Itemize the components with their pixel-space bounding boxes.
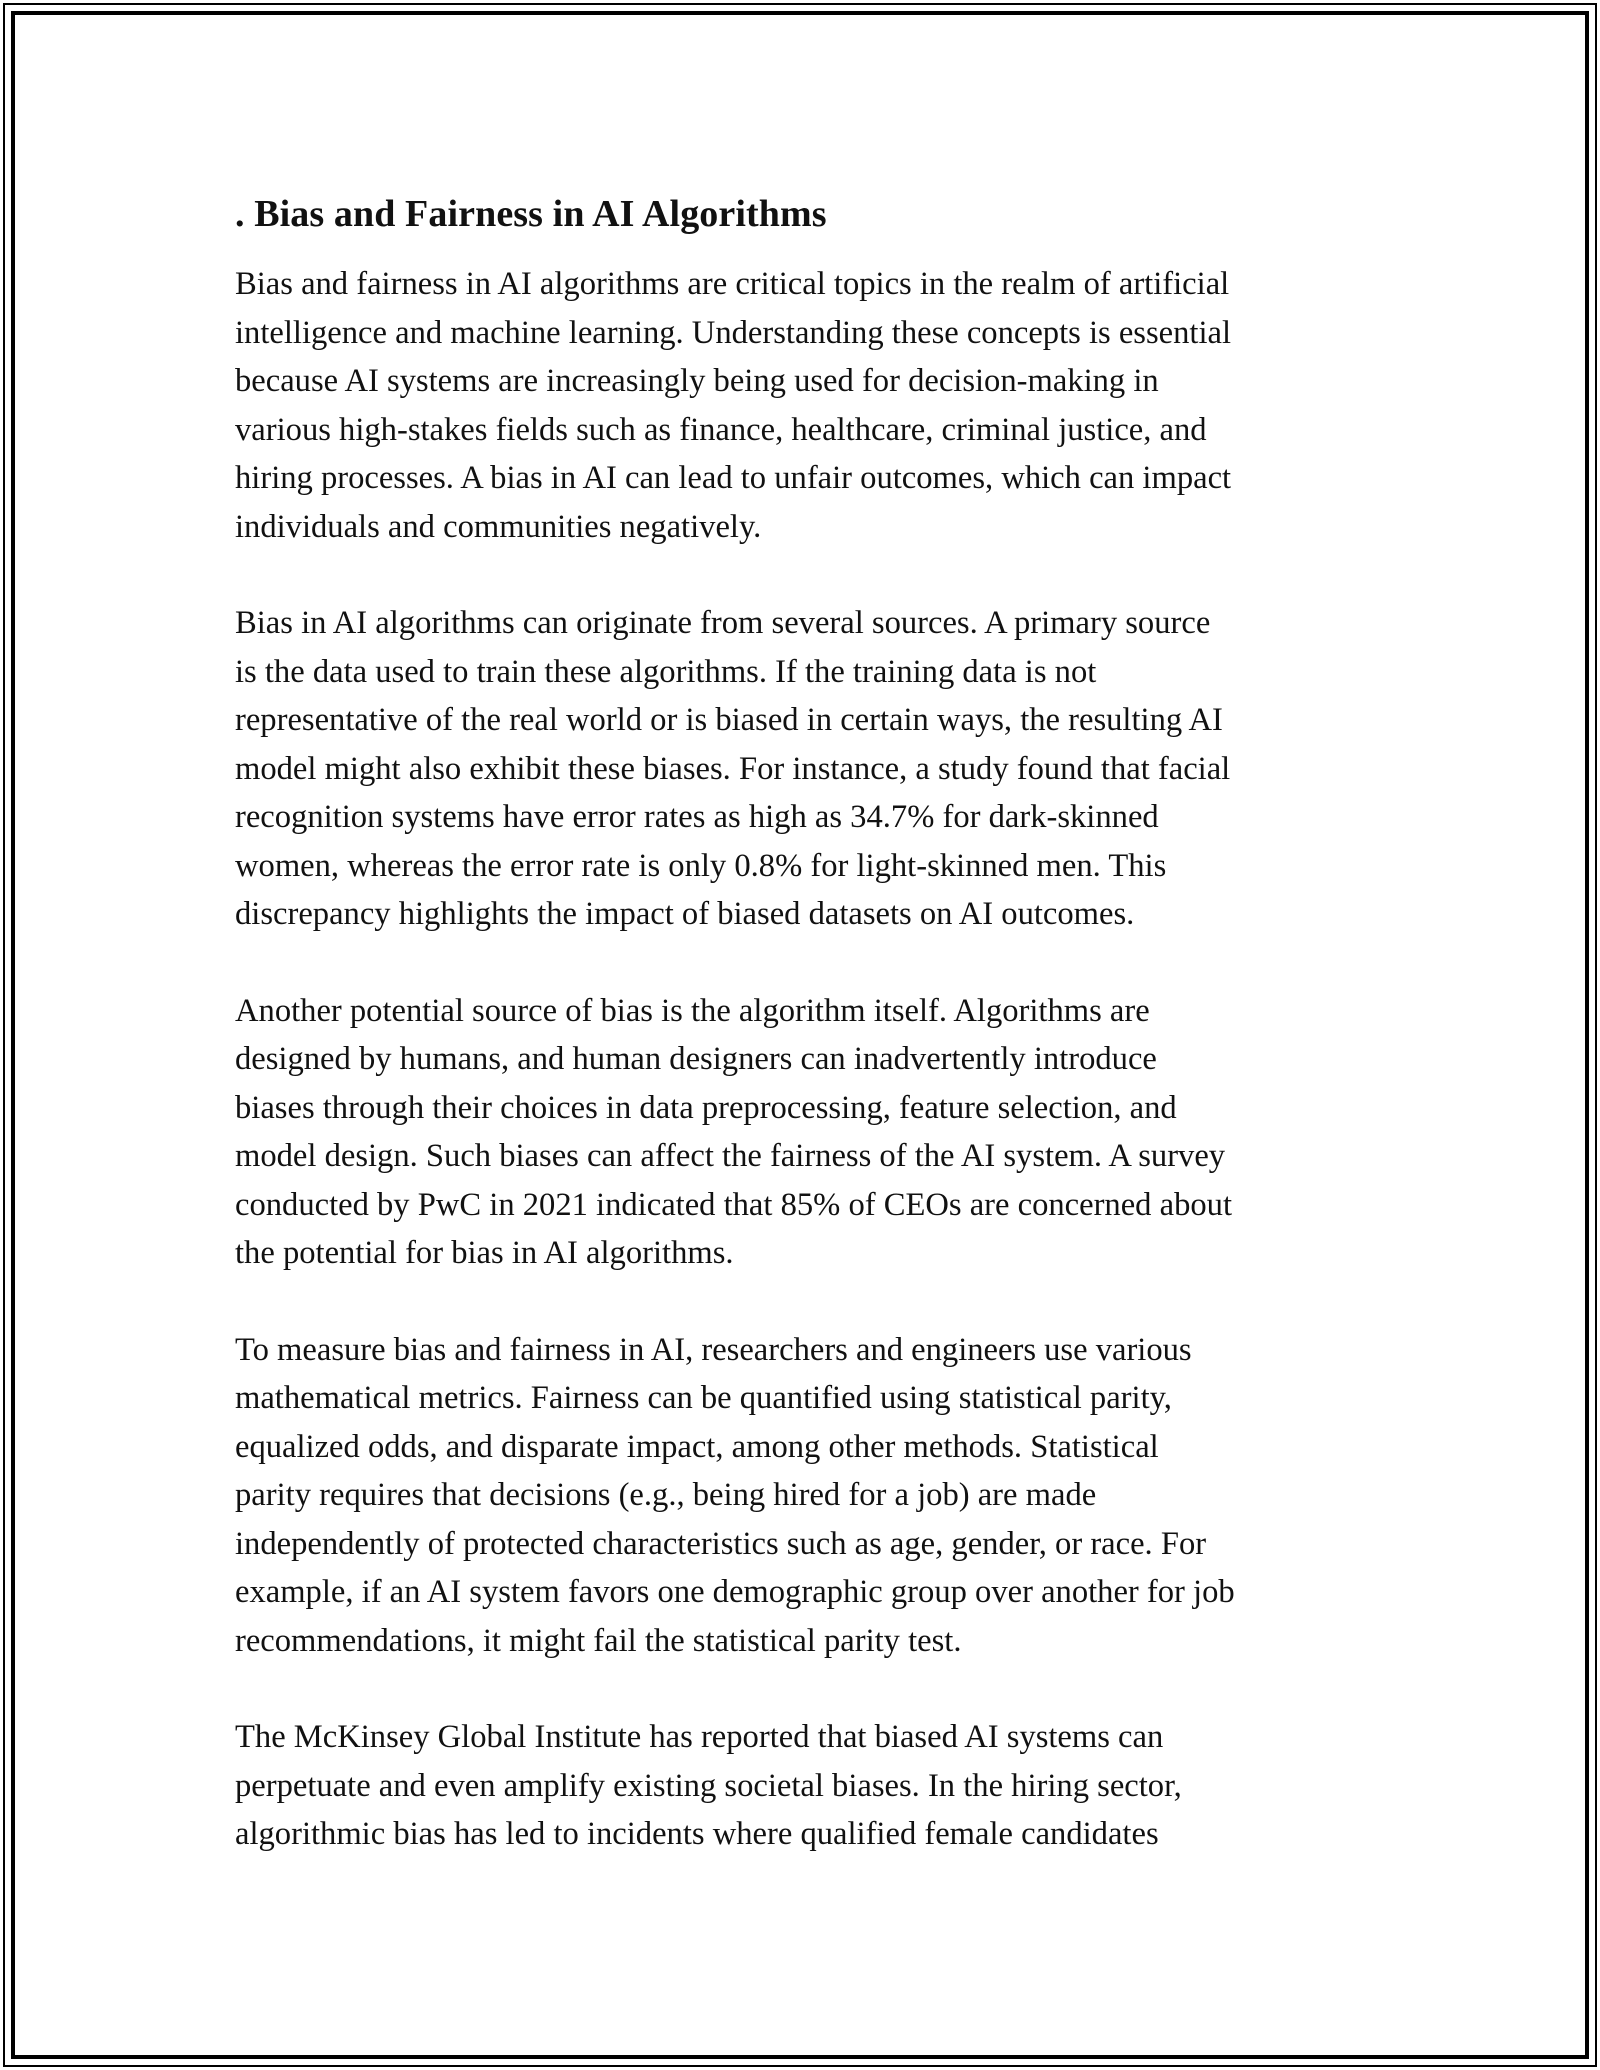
section-heading: . Bias and Fairness in AI Algorithms: [235, 193, 827, 235]
paragraph-fairness-metrics: To measure bias and fairness in AI, researchers and engineers use various mathematical metrics. Fairness can be quantified using statistical parity, equalized odds, and disparate impact, among other methods. Statistical parity requires that decisions (e.g., being hired for a job) are made independently of protected characteristics such as age, gender, or race. For example, if an AI system favors one demographic group over another for job recommendations, it might fail the statistical parity test.: [235, 1331, 1235, 1659]
paragraph-algorithm-bias: Another potential source of bias is the algorithm itself. Algorithms are designed by humans, and human designers can inadvertently introduce biases through their choices in data preprocessing, feature selection, and model design. Such biases can affect the fairness of the AI system. A survey conducted by PwC in 2021 indicated that 85% of CEOs are concerned about the potential for bias in AI algorithms.: [235, 992, 1232, 1271]
document-body: [235, 186, 1385, 1859]
paragraph-mckinsey: The McKinsey Global Institute has reported that biased AI systems can perpetuate and even amplify existing societal biases. In the hiring sector, algorithmic bias has led to incidents where qualified female candidates: [235, 1719, 1182, 1852]
paragraph-data-bias: Bias in AI algorithms can originate from several sources. A primary source is the data used to train these algorithms. If the training data is not representative of the real world or is biased in certain ways, the resulting AI model might also exhibit these biases. For instance, a study found that facial recognition systems have error rates as high as 34.7% for dark-skinned women, whereas the error rate is only 0.8% for light-skinned men. This discrepancy highlights the impact of biased datasets on AI outcomes.: [235, 605, 1231, 932]
paragraph-intro: Bias and fairness in AI algorithms are critical topics in the realm of artificial intelligence and machine learning. Understanding these concepts is essential because AI systems are increasingly being used for decision-making in various high-stakes fields such as finance, healthcare, criminal justice, and hiring processes. A bias in AI can lead to unfair outcomes, which can impact individuals and communities negatively.: [235, 266, 1232, 545]
